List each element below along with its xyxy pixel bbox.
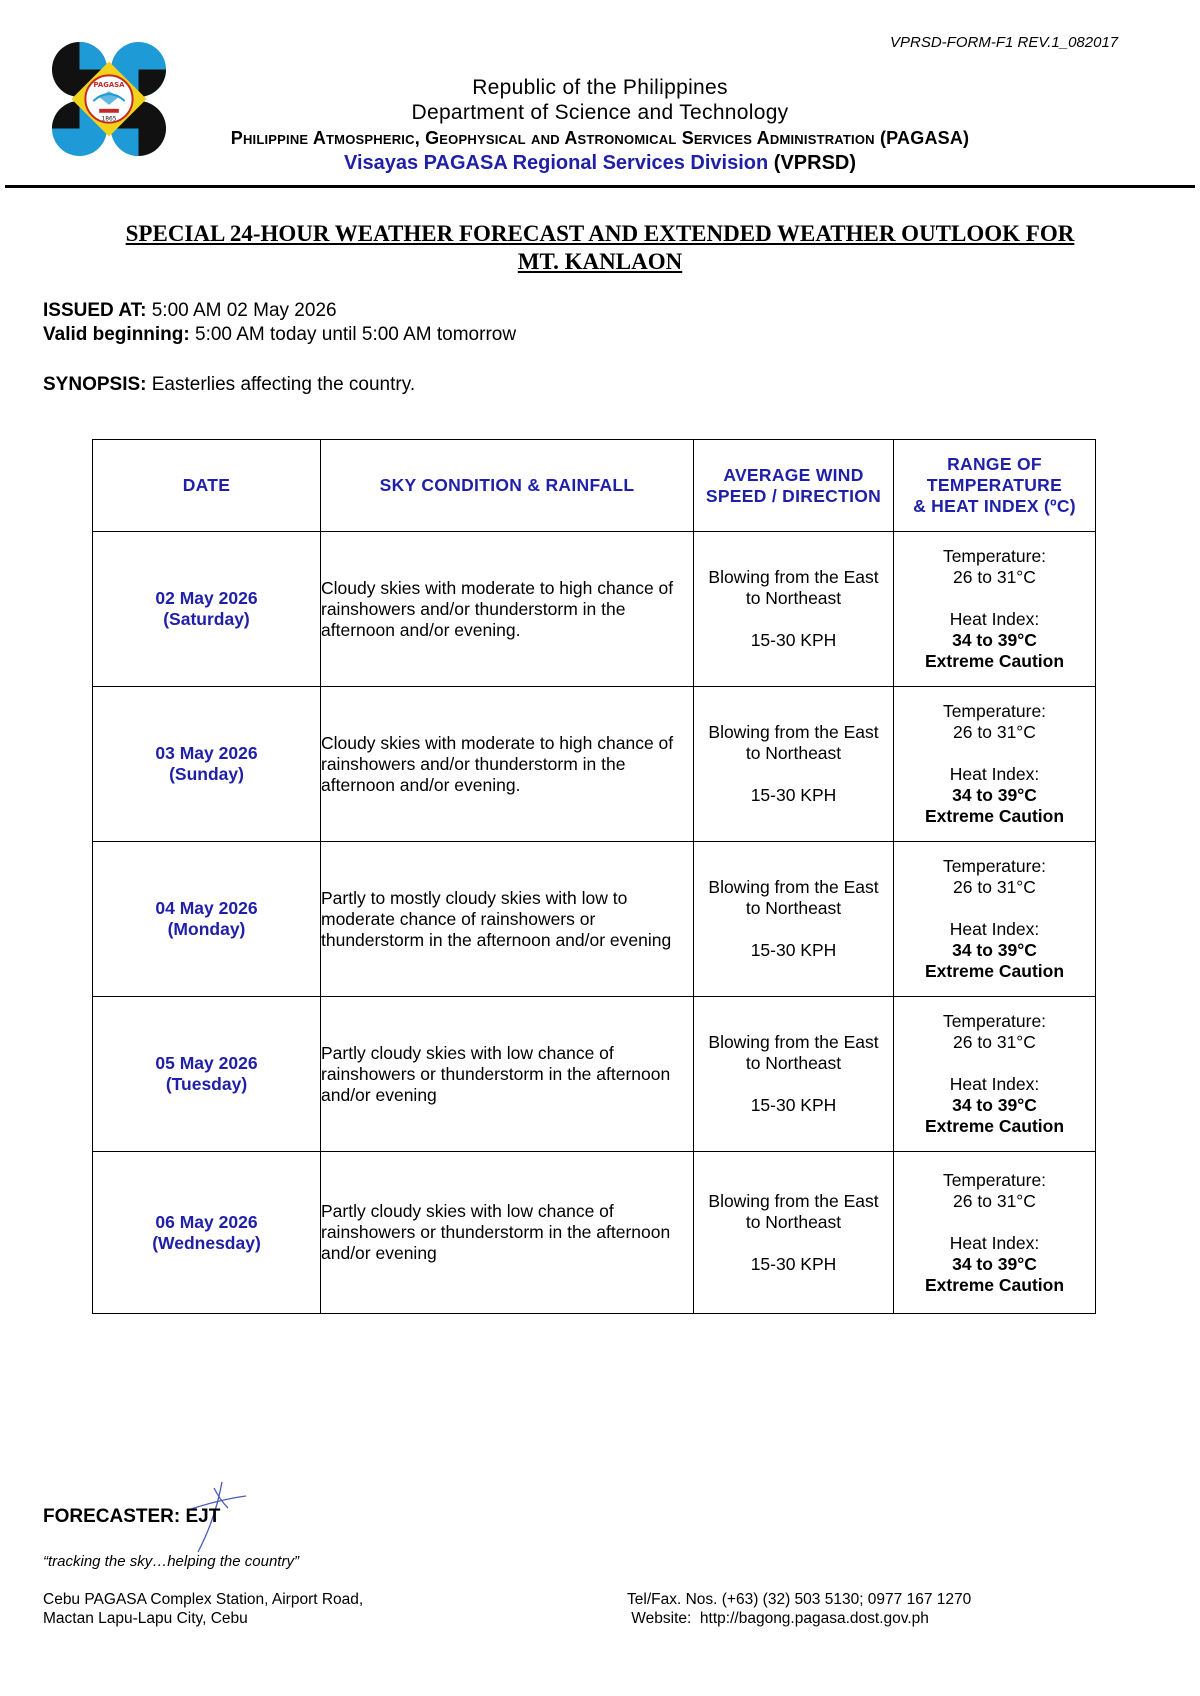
table-row bbox=[93, 997, 1096, 1152]
heat-index-label: Heat Index: bbox=[949, 764, 1040, 784]
day-value: (Saturday) bbox=[163, 609, 250, 629]
temp-value: 26 to 31°C bbox=[953, 722, 1036, 742]
temp-cell bbox=[894, 1152, 1096, 1314]
tel-fax: Tel/Fax. Nos. (+63) (32) 503 5130; 0977 167 1270 bbox=[627, 1591, 972, 1608]
date-value: 04 May 2026 bbox=[155, 898, 258, 918]
heat-index-value: 34 to 39°C bbox=[952, 1095, 1037, 1115]
heat-index-value: 34 to 39°C bbox=[952, 785, 1037, 805]
issued-value: 5:00 AM 02 May 2026 bbox=[146, 300, 337, 321]
heat-index-level: Extreme Caution bbox=[924, 806, 1065, 826]
wind-direction-2: to Northeast bbox=[745, 588, 842, 608]
table-row bbox=[93, 532, 1096, 687]
temp-cell bbox=[894, 687, 1096, 842]
title-line-1: SPECIAL 24-HOUR WEATHER FORECAST AND EXTENDED WEATHER OUTLOOK FOR bbox=[125, 221, 1075, 246]
forecast-table bbox=[92, 439, 1096, 1314]
wind-speed: 15-30 KPH bbox=[750, 630, 837, 650]
form-code: VPRSD-FORM-F1 REV.1_082017 bbox=[890, 34, 1119, 51]
sky-cell: Cloudy skies with moderate to high chance of rainshowers and/or thunderstorm in the afternoon and/or evening. bbox=[321, 687, 694, 842]
wind-direction-2: to Northeast bbox=[745, 1053, 842, 1073]
synopsis-label: SYNOPSIS: bbox=[43, 374, 147, 395]
temp-value: 26 to 31°C bbox=[953, 1032, 1036, 1052]
table-row bbox=[93, 687, 1096, 842]
header-temp-3: & HEAT INDEX (ºC) bbox=[913, 496, 1076, 516]
day-value: (Tuesday) bbox=[165, 1074, 248, 1094]
wind-speed: 15-30 KPH bbox=[750, 785, 837, 805]
wind-direction-2: to Northeast bbox=[745, 898, 842, 918]
wind-cell bbox=[694, 687, 894, 842]
temp-value: 26 to 31°C bbox=[953, 877, 1036, 897]
header-temp-2: TEMPERATURE bbox=[926, 475, 1063, 495]
title-line-2: MT. KANLAON bbox=[517, 249, 683, 274]
date-cell bbox=[93, 1152, 321, 1314]
synopsis-value: Easterlies affecting the country. bbox=[146, 374, 416, 395]
wind-direction-1: Blowing from the East bbox=[708, 722, 879, 742]
day-value: (Wednesday) bbox=[152, 1232, 261, 1253]
pagasa-logo bbox=[50, 40, 168, 158]
day-value: (Monday) bbox=[167, 919, 246, 939]
wind-direction-2: to Northeast bbox=[745, 743, 842, 763]
header-sky: SKY CONDITION & RAINFALL bbox=[321, 440, 694, 532]
heat-index-level: Extreme Caution bbox=[924, 651, 1065, 671]
wind-speed: 15-30 KPH bbox=[750, 1095, 837, 1115]
header-division-name: Visayas PAGASA Regional Services Division bbox=[343, 152, 769, 174]
date-value: 02 May 2026 bbox=[155, 588, 258, 608]
valid-label: Valid beginning: bbox=[43, 324, 190, 345]
valid-beginning bbox=[43, 324, 516, 346]
office-address bbox=[43, 1590, 363, 1628]
temp-label: Temperature: bbox=[942, 856, 1047, 876]
date-cell bbox=[93, 687, 321, 842]
heat-index-label: Heat Index: bbox=[949, 1232, 1040, 1253]
header-divider bbox=[5, 185, 1195, 188]
page-title bbox=[60, 220, 1140, 276]
table-row bbox=[93, 1152, 1096, 1314]
date-value: 03 May 2026 bbox=[155, 743, 258, 763]
temp-label: Temperature: bbox=[942, 1169, 1047, 1190]
tagline: “tracking the sky…helping the country” bbox=[43, 1553, 299, 1570]
header-temp-1: RANGE OF bbox=[947, 454, 1042, 474]
day-value: (Sunday) bbox=[169, 764, 244, 784]
header-division bbox=[170, 152, 1030, 175]
wind-direction-2: to Northeast bbox=[745, 1211, 842, 1232]
header-agency: Philippine Atmospheric, Geophysical and Astronomical Services Administration (PAGASA) bbox=[230, 128, 970, 148]
header-division-abbr: (VPRSD) bbox=[768, 152, 857, 174]
table-row bbox=[93, 842, 1096, 997]
wind-direction-1: Blowing from the East bbox=[708, 877, 879, 897]
address-line-1: Cebu PAGASA Complex Station, Airport Road, bbox=[43, 1591, 364, 1608]
synopsis bbox=[43, 374, 415, 396]
office-contact bbox=[627, 1590, 971, 1628]
wind-cell bbox=[694, 842, 894, 997]
temp-label: Temperature: bbox=[942, 546, 1047, 566]
date-cell bbox=[93, 842, 321, 997]
logo-text-bottom: 1865 bbox=[101, 116, 117, 123]
wind-direction-1: Blowing from the East bbox=[708, 567, 879, 587]
address-line-2: Mactan Lapu-Lapu City, Cebu bbox=[43, 1610, 248, 1627]
heat-index-value: 34 to 39°C bbox=[952, 630, 1037, 650]
date-cell bbox=[93, 997, 321, 1152]
sky-cell: Partly cloudy skies with low chance of rainshowers or thunderstorm in the afternoon and/or evening bbox=[321, 1152, 694, 1314]
wind-cell bbox=[694, 997, 894, 1152]
table-header-row bbox=[93, 440, 1096, 532]
temp-label: Temperature: bbox=[942, 701, 1047, 721]
issued-label: ISSUED AT: bbox=[43, 300, 147, 321]
header-temp bbox=[894, 440, 1096, 532]
website: Website: http://bagong.pagasa.dost.gov.ph bbox=[627, 1610, 929, 1627]
heat-index-level: Extreme Caution bbox=[924, 961, 1065, 981]
header-republic: Republic of the Philippines bbox=[472, 76, 728, 99]
sky-cell: Cloudy skies with moderate to high chance of rainshowers and/or thunderstorm in the afternoon and/or evening. bbox=[321, 532, 694, 687]
heat-index-value: 34 to 39°C bbox=[952, 940, 1037, 960]
issued-at bbox=[43, 300, 337, 322]
sky-cell: Partly cloudy skies with low chance of rainshowers or thunderstorm in the afternoon and/or evening bbox=[321, 997, 694, 1152]
heat-index-level: Extreme Caution bbox=[924, 1116, 1065, 1136]
wind-speed: 15-30 KPH bbox=[750, 940, 837, 960]
wind-cell bbox=[694, 1152, 894, 1314]
temp-label: Temperature: bbox=[942, 1011, 1047, 1031]
temp-value: 26 to 31°C bbox=[953, 1190, 1036, 1211]
forecaster: FORECASTER: EJT bbox=[43, 1506, 221, 1527]
header-date: DATE bbox=[93, 440, 321, 532]
temp-cell bbox=[894, 842, 1096, 997]
header-wind-2: SPEED / DIRECTION bbox=[705, 485, 882, 506]
header-wind-1: AVERAGE WIND bbox=[723, 464, 864, 485]
date-value: 06 May 2026 bbox=[155, 1211, 258, 1232]
heat-index-label: Heat Index: bbox=[949, 1074, 1040, 1094]
heat-index-label: Heat Index: bbox=[949, 919, 1040, 939]
wind-direction-1: Blowing from the East bbox=[708, 1190, 879, 1211]
wind-direction-1: Blowing from the East bbox=[708, 1032, 879, 1052]
date-cell bbox=[93, 532, 321, 687]
temp-value: 26 to 31°C bbox=[953, 567, 1036, 587]
sky-cell: Partly to mostly cloudy skies with low to moderate chance of rainshowers or thunderstorm in the afternoon and/or evening bbox=[321, 842, 694, 997]
heat-index-value: 34 to 39°C bbox=[952, 1253, 1037, 1274]
wind-speed: 15-30 KPH bbox=[750, 1253, 837, 1274]
wind-cell bbox=[694, 532, 894, 687]
date-value: 05 May 2026 bbox=[155, 1053, 258, 1073]
header-department: Department of Science and Technology bbox=[411, 101, 789, 124]
logo-text-top: PAGASA bbox=[93, 81, 125, 90]
header-wind bbox=[694, 440, 894, 532]
temp-cell bbox=[894, 532, 1096, 687]
heat-index-label: Heat Index: bbox=[949, 609, 1040, 629]
valid-value: 5:00 AM today until 5:00 AM tomorrow bbox=[189, 324, 517, 345]
heat-index-level: Extreme Caution bbox=[924, 1274, 1065, 1295]
temp-cell bbox=[894, 997, 1096, 1152]
